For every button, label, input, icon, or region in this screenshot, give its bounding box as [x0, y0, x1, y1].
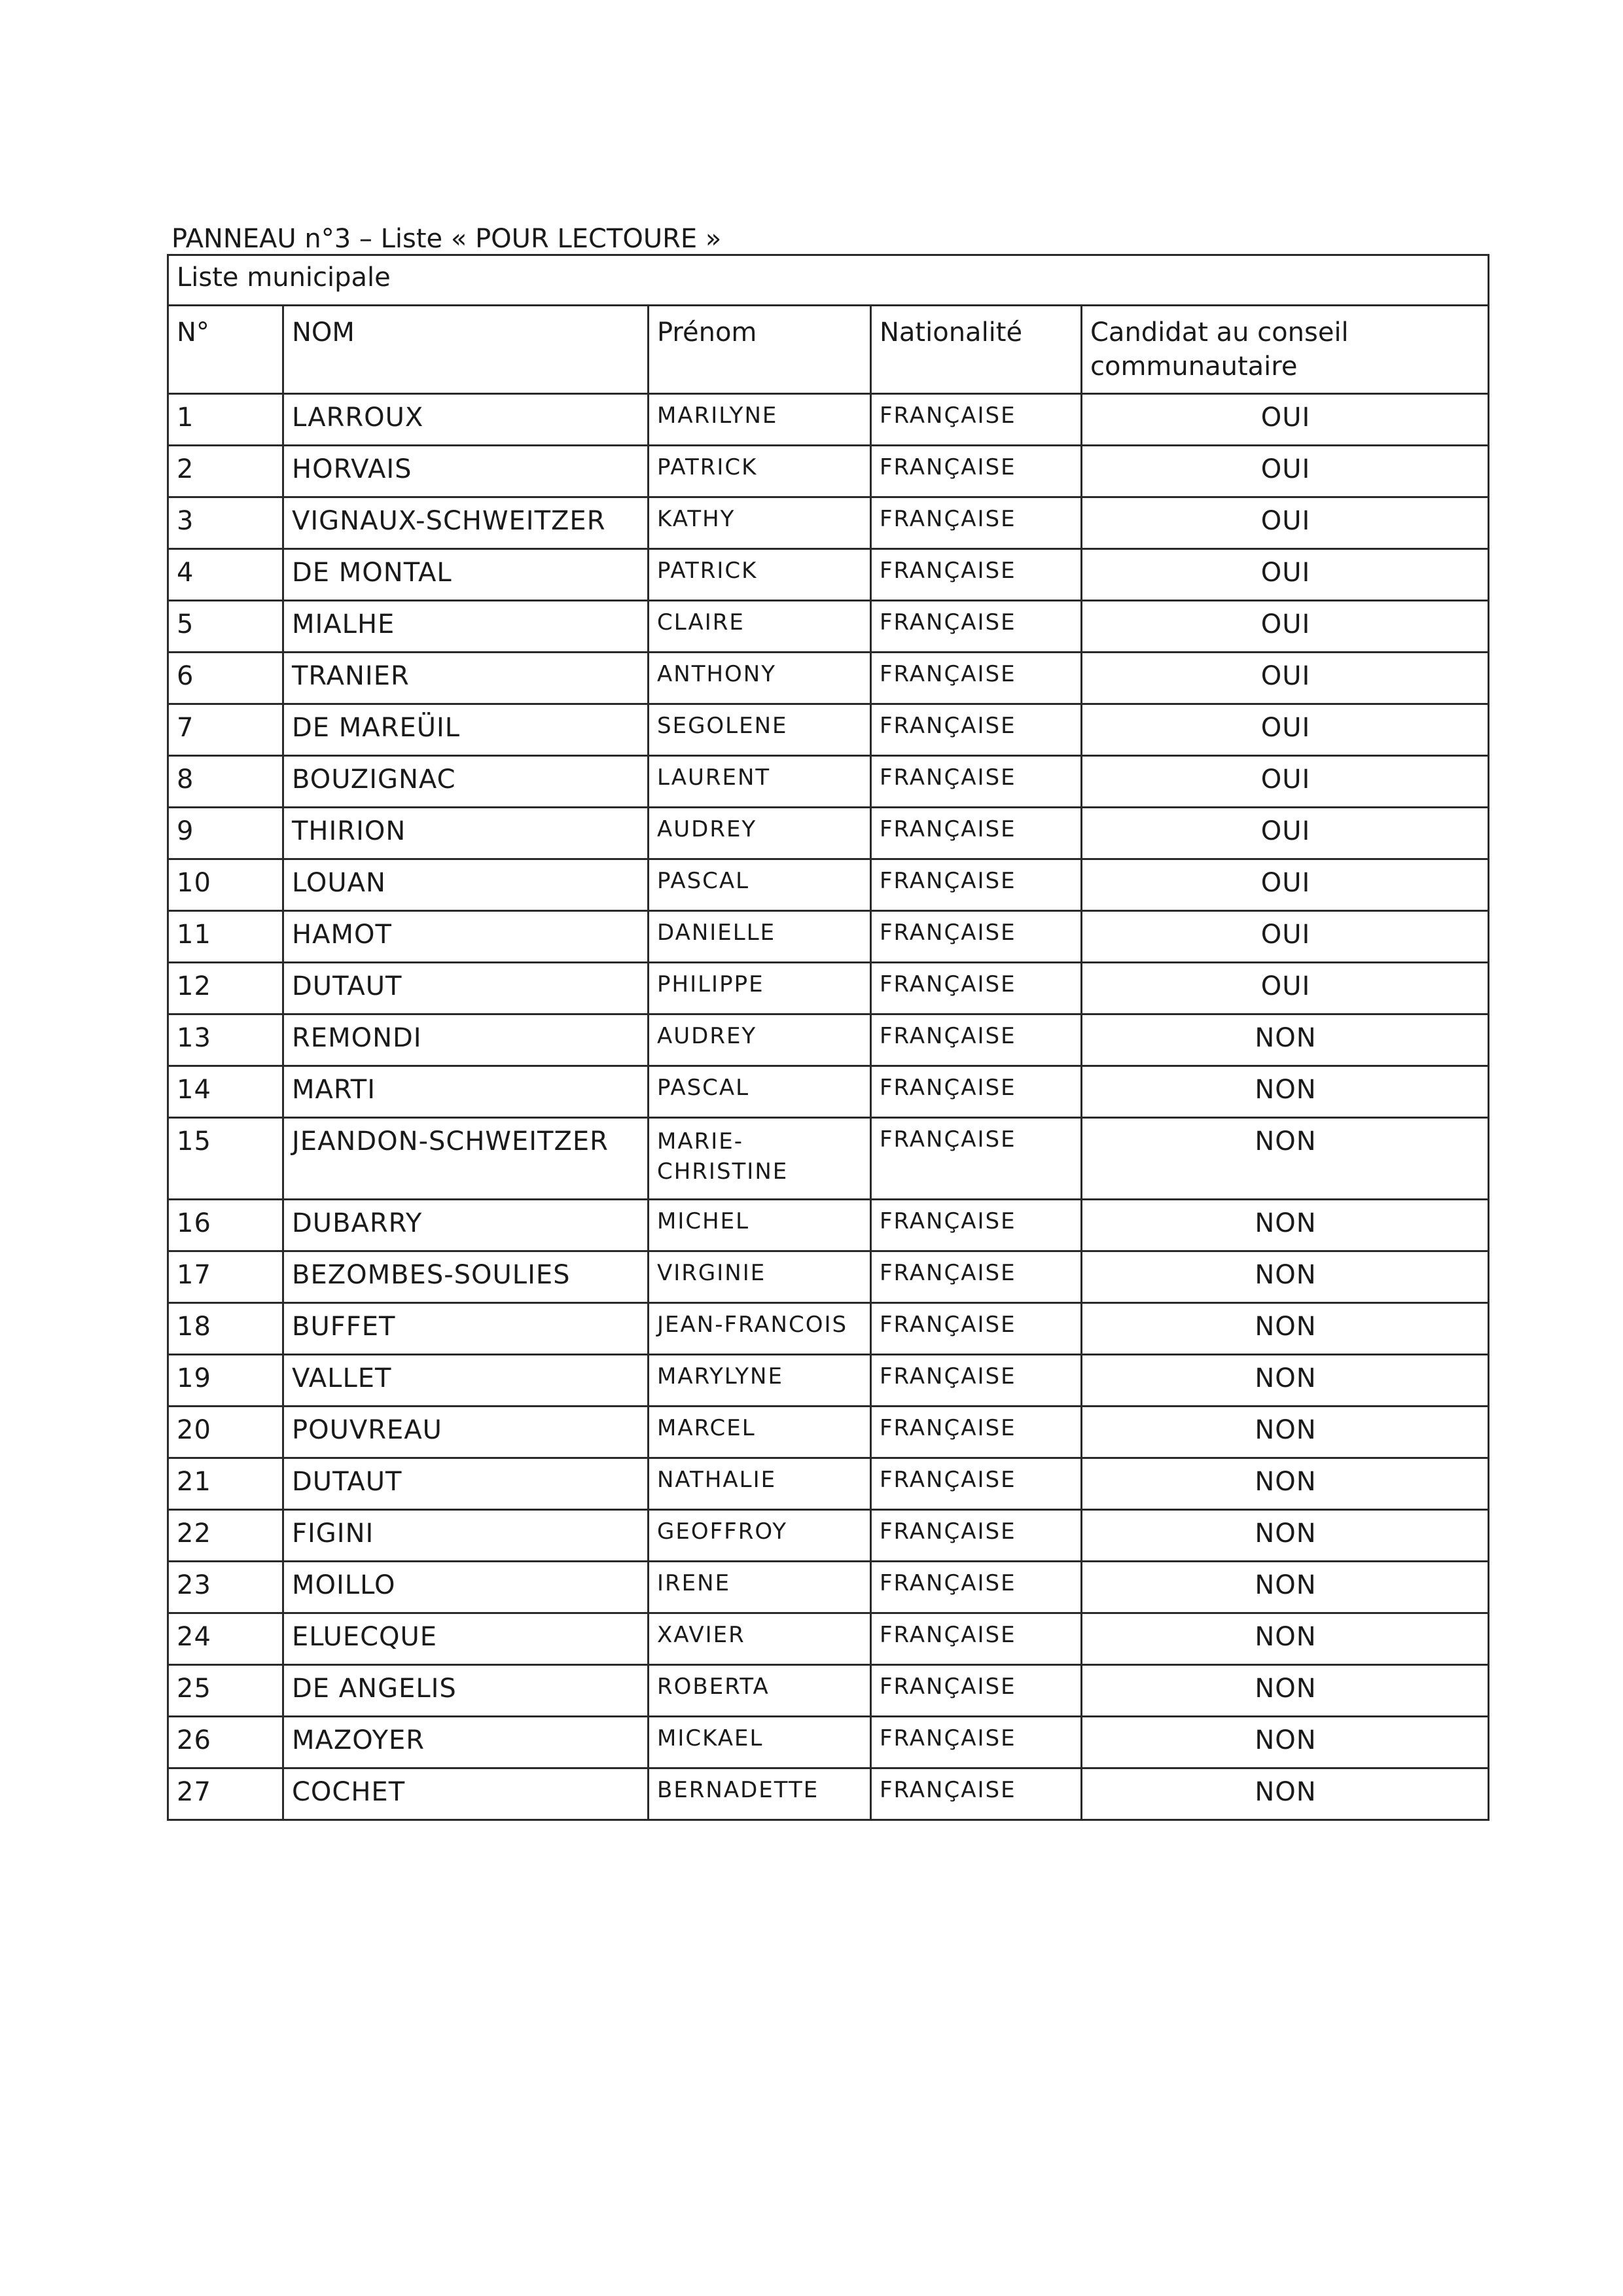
cell-candidat: NON	[1082, 1355, 1489, 1407]
cell-nationalite: FRANÇAISE	[871, 704, 1082, 756]
cell-num: 24	[168, 1613, 283, 1665]
cell-nom: COCHET	[283, 1768, 649, 1820]
cell-candidat: OUI	[1082, 756, 1489, 808]
table-row	[168, 549, 1489, 601]
cell-num: 8	[168, 756, 283, 808]
cell-nom: BOUZIGNAC	[283, 756, 649, 808]
table-row	[168, 911, 1489, 963]
cell-prenom: AUDREY	[649, 808, 871, 859]
candidate-table	[167, 254, 1489, 1821]
cell-num: 15	[168, 1118, 283, 1200]
table-caption-row	[168, 255, 1489, 306]
cell-nationalite: FRANÇAISE	[871, 1510, 1082, 1562]
cell-nationalite: FRANÇAISE	[871, 1014, 1082, 1066]
cell-candidat: OUI	[1082, 601, 1489, 653]
table-row	[168, 1251, 1489, 1303]
cell-num: 6	[168, 653, 283, 704]
cell-num: 27	[168, 1768, 283, 1820]
table-row	[168, 497, 1489, 549]
table-row	[168, 1066, 1489, 1118]
table-row	[168, 704, 1489, 756]
table-row	[168, 394, 1489, 446]
cell-candidat: NON	[1082, 1014, 1489, 1066]
table-row	[168, 1355, 1489, 1407]
table-row	[168, 1407, 1489, 1458]
cell-nom: ELUECQUE	[283, 1613, 649, 1665]
cell-nom: DUBARRY	[283, 1200, 649, 1251]
cell-nationalite: FRANÇAISE	[871, 911, 1082, 963]
table-row	[168, 756, 1489, 808]
cell-nationalite: FRANÇAISE	[871, 1118, 1082, 1200]
cell-prenom: MARILYNE	[649, 394, 871, 446]
cell-num: 4	[168, 549, 283, 601]
cell-candidat: OUI	[1082, 911, 1489, 963]
cell-nationalite: FRANÇAISE	[871, 756, 1082, 808]
cell-candidat: NON	[1082, 1613, 1489, 1665]
table-row	[168, 1200, 1489, 1251]
cell-candidat: OUI	[1082, 497, 1489, 549]
cell-prenom: MICKAEL	[649, 1717, 871, 1768]
table-row	[168, 1717, 1489, 1768]
cell-nationalite: FRANÇAISE	[871, 1665, 1082, 1717]
cell-candidat: NON	[1082, 1066, 1489, 1118]
cell-nom: FIGINI	[283, 1510, 649, 1562]
cell-nom: LARROUX	[283, 394, 649, 446]
cell-num: 19	[168, 1355, 283, 1407]
cell-candidat: NON	[1082, 1665, 1489, 1717]
header-nationalite: Nationalité	[871, 306, 1082, 394]
cell-candidat: OUI	[1082, 859, 1489, 911]
cell-nom: DUTAUT	[283, 963, 649, 1014]
cell-prenom: BERNADETTE	[649, 1768, 871, 1820]
cell-nationalite: FRANÇAISE	[871, 394, 1082, 446]
cell-prenom: AUDREY	[649, 1014, 871, 1066]
page-title: PANNEAU n°3 – Liste « POUR LECTOURE »	[171, 224, 722, 254]
cell-num: 1	[168, 394, 283, 446]
cell-nom: DE ANGELIS	[283, 1665, 649, 1717]
cell-nom: VIGNAUX-SCHWEITZER	[283, 497, 649, 549]
cell-num: 10	[168, 859, 283, 911]
cell-nationalite: FRANÇAISE	[871, 601, 1082, 653]
cell-candidat: NON	[1082, 1768, 1489, 1820]
cell-nom: REMONDI	[283, 1014, 649, 1066]
cell-nom: BUFFET	[283, 1303, 649, 1355]
table-row	[168, 653, 1489, 704]
cell-candidat: NON	[1082, 1118, 1489, 1200]
table-row	[168, 1303, 1489, 1355]
cell-prenom: PATRICK	[649, 549, 871, 601]
cell-num: 7	[168, 704, 283, 756]
cell-prenom: SEGOLENE	[649, 704, 871, 756]
cell-num: 16	[168, 1200, 283, 1251]
cell-prenom: ROBERTA	[649, 1665, 871, 1717]
cell-num: 23	[168, 1562, 283, 1613]
cell-prenom: MARYLYNE	[649, 1355, 871, 1407]
cell-nationalite: FRANÇAISE	[871, 1458, 1082, 1510]
cell-candidat: OUI	[1082, 549, 1489, 601]
header-candidat: Candidat au conseil communautaire	[1082, 306, 1489, 394]
cell-nationalite: FRANÇAISE	[871, 549, 1082, 601]
cell-prenom: PATRICK	[649, 446, 871, 497]
table-row	[168, 601, 1489, 653]
cell-nationalite: FRANÇAISE	[871, 859, 1082, 911]
cell-candidat: NON	[1082, 1407, 1489, 1458]
cell-prenom: MARIE- CHRISTINE	[649, 1118, 871, 1200]
table-row	[168, 1613, 1489, 1665]
cell-prenom: JEAN-FRANCOIS	[649, 1303, 871, 1355]
cell-nom: MARTI	[283, 1066, 649, 1118]
cell-num: 5	[168, 601, 283, 653]
cell-candidat: NON	[1082, 1303, 1489, 1355]
cell-nationalite: FRANÇAISE	[871, 653, 1082, 704]
cell-prenom: KATHY	[649, 497, 871, 549]
cell-nationalite: FRANÇAISE	[871, 1613, 1082, 1665]
cell-prenom: PHILIPPE	[649, 963, 871, 1014]
cell-nom: BEZOMBES-SOULIES	[283, 1251, 649, 1303]
cell-candidat: OUI	[1082, 704, 1489, 756]
cell-nom: MIALHE	[283, 601, 649, 653]
cell-num: 25	[168, 1665, 283, 1717]
header-prenom: Prénom	[649, 306, 871, 394]
cell-prenom: PASCAL	[649, 1066, 871, 1118]
cell-nom: DE MONTAL	[283, 549, 649, 601]
cell-num: 11	[168, 911, 283, 963]
cell-prenom: ANTHONY	[649, 653, 871, 704]
cell-num: 9	[168, 808, 283, 859]
cell-prenom: LAURENT	[649, 756, 871, 808]
cell-candidat: NON	[1082, 1200, 1489, 1251]
cell-nationalite: FRANÇAISE	[871, 497, 1082, 549]
cell-nationalite: FRANÇAISE	[871, 1303, 1082, 1355]
cell-prenom: GEOFFROY	[649, 1510, 871, 1562]
cell-nationalite: FRANÇAISE	[871, 1407, 1082, 1458]
cell-nationalite: FRANÇAISE	[871, 1768, 1082, 1820]
cell-candidat: NON	[1082, 1510, 1489, 1562]
cell-num: 14	[168, 1066, 283, 1118]
table-row	[168, 859, 1489, 911]
cell-candidat: NON	[1082, 1717, 1489, 1768]
cell-candidat: NON	[1082, 1458, 1489, 1510]
cell-nationalite: FRANÇAISE	[871, 1200, 1082, 1251]
cell-candidat: NON	[1082, 1251, 1489, 1303]
cell-num: 12	[168, 963, 283, 1014]
cell-prenom: CLAIRE	[649, 601, 871, 653]
cell-nationalite: FRANÇAISE	[871, 808, 1082, 859]
cell-num: 26	[168, 1717, 283, 1768]
table-header-row	[168, 306, 1489, 394]
cell-prenom: IRENE	[649, 1562, 871, 1613]
cell-nom: DE MAREÜIL	[283, 704, 649, 756]
cell-num: 20	[168, 1407, 283, 1458]
cell-nationalite: FRANÇAISE	[871, 963, 1082, 1014]
cell-nom: POUVREAU	[283, 1407, 649, 1458]
cell-nom: HAMOT	[283, 911, 649, 963]
cell-prenom: NATHALIE	[649, 1458, 871, 1510]
table-row	[168, 446, 1489, 497]
header-nom: NOM	[283, 306, 649, 394]
cell-nom: THIRION	[283, 808, 649, 859]
cell-prenom: MARCEL	[649, 1407, 871, 1458]
table-caption: Liste municipale	[168, 255, 1489, 306]
table-row	[168, 1014, 1489, 1066]
cell-candidat: OUI	[1082, 808, 1489, 859]
table-row	[168, 1768, 1489, 1820]
table-row	[168, 1562, 1489, 1613]
cell-candidat: OUI	[1082, 446, 1489, 497]
cell-nom: JEANDON-SCHWEITZER	[283, 1118, 649, 1200]
cell-prenom: PASCAL	[649, 859, 871, 911]
header-num: N°	[168, 306, 283, 394]
cell-nom: HORVAIS	[283, 446, 649, 497]
cell-candidat: NON	[1082, 1562, 1489, 1613]
cell-num: 18	[168, 1303, 283, 1355]
cell-num: 21	[168, 1458, 283, 1510]
cell-num: 13	[168, 1014, 283, 1066]
cell-nationalite: FRANÇAISE	[871, 1355, 1082, 1407]
table-row	[168, 1118, 1489, 1200]
table-row	[168, 808, 1489, 859]
table-row	[168, 1510, 1489, 1562]
table-row	[168, 1665, 1489, 1717]
cell-nom: TRANIER	[283, 653, 649, 704]
cell-candidat: OUI	[1082, 653, 1489, 704]
cell-nom: LOUAN	[283, 859, 649, 911]
cell-prenom: VIRGINIE	[649, 1251, 871, 1303]
cell-prenom: DANIELLE	[649, 911, 871, 963]
cell-candidat: OUI	[1082, 963, 1489, 1014]
cell-nationalite: FRANÇAISE	[871, 1251, 1082, 1303]
cell-nationalite: FRANÇAISE	[871, 1562, 1082, 1613]
cell-num: 17	[168, 1251, 283, 1303]
cell-nom: VALLET	[283, 1355, 649, 1407]
table-row	[168, 963, 1489, 1014]
cell-num: 22	[168, 1510, 283, 1562]
cell-nationalite: FRANÇAISE	[871, 1066, 1082, 1118]
cell-nom: MOILLO	[283, 1562, 649, 1613]
cell-nom: DUTAUT	[283, 1458, 649, 1510]
cell-num: 3	[168, 497, 283, 549]
cell-prenom: XAVIER	[649, 1613, 871, 1665]
cell-nationalite: FRANÇAISE	[871, 1717, 1082, 1768]
cell-candidat: OUI	[1082, 394, 1489, 446]
table-row	[168, 1458, 1489, 1510]
cell-prenom: MICHEL	[649, 1200, 871, 1251]
cell-num: 2	[168, 446, 283, 497]
cell-nationalite: FRANÇAISE	[871, 446, 1082, 497]
cell-nom: MAZOYER	[283, 1717, 649, 1768]
